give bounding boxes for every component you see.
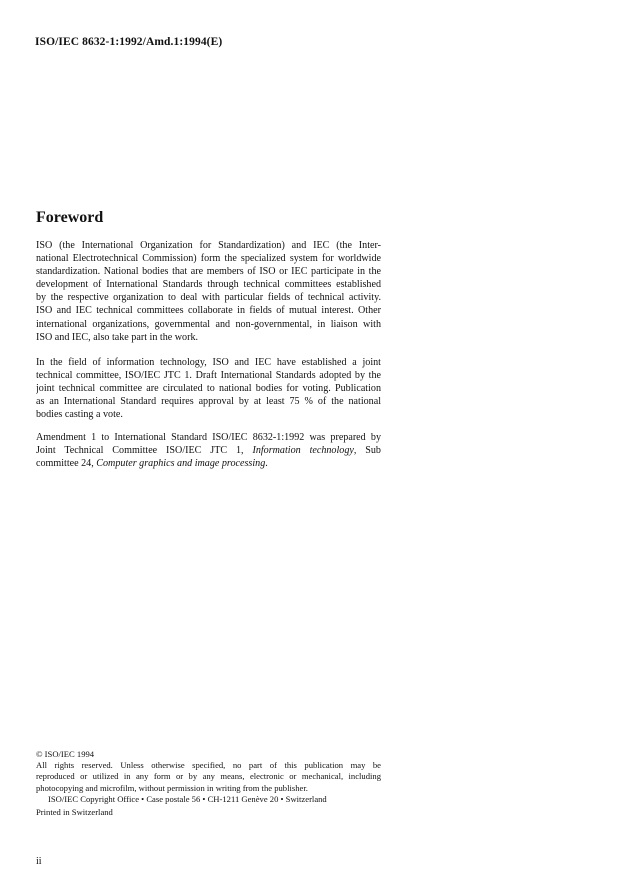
rights-line: photocopying and microfilm, without permission in writing from the publisher. xyxy=(36,782,308,793)
committee-text: Joint Technical Committee ISO/IEC JTC 1, xyxy=(36,445,244,457)
subcommittee-text: committee 24, xyxy=(36,458,94,470)
paragraph-line: ISO (the International Organization for Standardization) and IEC (the Inter- xyxy=(36,240,381,251)
rights-line: reproduced or utilized in any form or by any means, electronic or mechanical, including xyxy=(36,771,381,782)
paragraph-line xyxy=(36,457,381,470)
foreword-heading: Foreword xyxy=(36,209,104,226)
paragraph-line: national Electrotechnical Commission) form the specialized system for worldwide xyxy=(36,253,381,265)
paragraph-line: standardization. National bodies that are members of ISO or IEC participate in the xyxy=(36,266,381,278)
paragraph-line xyxy=(36,444,381,457)
paragraph-line: ISO and IEC technical committees collaborate in fields of mutual interest. Other xyxy=(36,305,381,317)
paragraph-line: development of International Standards through technical committees established xyxy=(36,279,381,291)
punctuation: . xyxy=(265,458,268,470)
document-reference-header: ISO/IEC 8632-1:1992/Amd.1:1994(E) xyxy=(35,36,223,48)
foreword-paragraph-2 xyxy=(36,356,381,421)
copyright-office-address: ISO/IEC Copyright Office • Case postale 56 • CH-1211 Genève 20 • Switzerland xyxy=(48,793,327,804)
paragraph-line: by the respective organization to deal with particular fields of technical activity. xyxy=(36,292,381,304)
printed-in-notice: Printed in Switzerland xyxy=(36,807,113,818)
copyright-notice: © ISO/IEC 1994 xyxy=(36,749,95,759)
paragraph-line: international organizations, governmental and non-governmental, in liaison with xyxy=(36,318,381,330)
punctuation: , Sub xyxy=(353,445,381,457)
rights-line: All rights reserved. Unless otherwise specified, no part of this publication may be xyxy=(36,760,381,771)
paragraph-line: In the field of information technology, ISO and IEC have established a joint xyxy=(36,357,381,368)
committee-title-italic: Information technology xyxy=(252,445,354,457)
paragraph-line: Amendment 1 to International Standard ISO/IEC 8632-1:1992 was prepared by xyxy=(36,432,381,443)
paragraph-line: as an International Standard requires approval by at least 75 % of the national xyxy=(36,396,381,408)
paragraph-line: joint technical committee are circulated to national bodies for voting. Publication xyxy=(36,383,381,395)
page-number: ii xyxy=(36,856,42,867)
paragraph-line: bodies casting a vote. xyxy=(36,409,123,421)
copyright-block xyxy=(36,749,381,818)
foreword-paragraph-1 xyxy=(36,239,381,344)
paragraph-line: technical committee, ISO/IEC JTC 1. Draft International Standards adopted by the xyxy=(36,370,381,382)
foreword-paragraph-3 xyxy=(36,431,381,470)
paragraph-line: ISO and IEC, also take part in the work. xyxy=(36,331,199,343)
subcommittee-title-italic: Computer graphics and image processing xyxy=(96,458,266,470)
